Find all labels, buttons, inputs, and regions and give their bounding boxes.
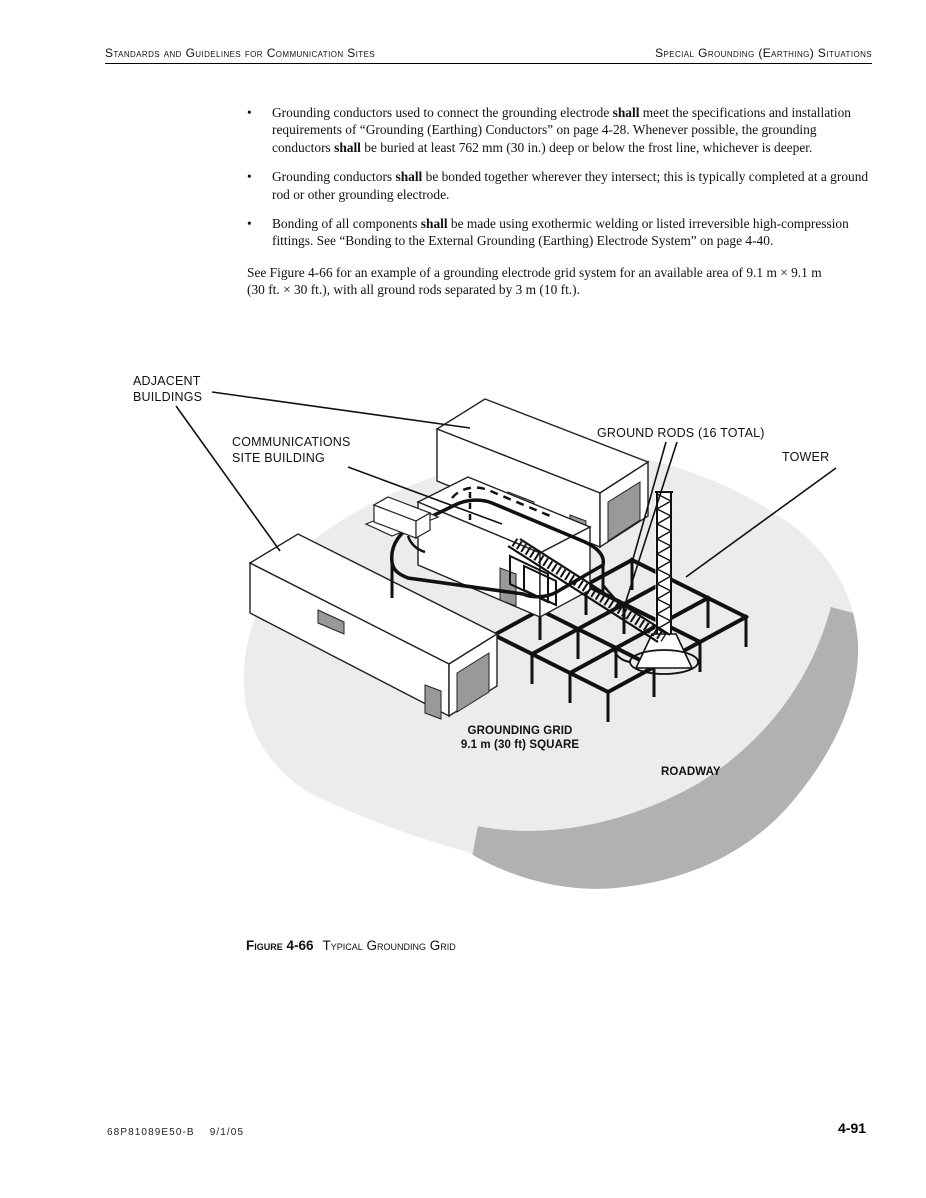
text-segment: meet the specifications and installation requirements of “Grounding (Earthing) Conductors” on page 4-28. Whenever possible, the grounding conductors — [272, 105, 852, 155]
label-roadway: ROADWAY — [661, 766, 721, 778]
bullet-item — [247, 168, 872, 203]
text-segment-bold: shall — [420, 216, 448, 232]
label-grounding-grid-line1: GROUNDING GRID — [467, 725, 573, 737]
bullet-marker: • — [247, 169, 252, 185]
label-grounding-grid-line2: 9.1 m (30 ft) SQUARE — [460, 738, 580, 751]
label-ground-rods: GROUND RODS (16 TOTAL) — [597, 426, 765, 440]
text-segment-bold: shall — [334, 139, 361, 155]
text-segment: be buried at least 762 mm (30 in.) deep or below the frost line, whichever is deeper. — [360, 139, 813, 155]
bullet-item — [247, 104, 872, 156]
text-segment: be made using exothermic welding or listed irreversible high-compression fittings. See “Bonding to the External Grounding (Earthing) Electrode System” on page 4-40. — [272, 216, 849, 249]
text-segment: Bonding of all components — [272, 216, 421, 232]
bullet-text — [272, 168, 872, 203]
label-communications-site-building: COMMUNICATIONS SITE BUILDING — [232, 435, 351, 465]
grounding-grid-figure — [110, 365, 870, 910]
leader-adjacent-upper — [212, 392, 470, 428]
intro-paragraph: See Figure 4-66 for an example of a grounding electrode grid system for an available area of 9.1 m × 9.1 m (30 ft. × 30 ft.), with all ground rods separated by 3 m (10 ft.). — [247, 264, 822, 298]
label-tower: TOWER — [782, 450, 830, 464]
label-adjacent-buildings: ADJACENT BUILDINGS — [133, 374, 203, 404]
figure-caption-title: Typical Grounding Grid — [322, 938, 456, 953]
header-left-title: Standards and Guidelines for Communication Sites — [105, 46, 376, 60]
bullet-text — [272, 215, 872, 250]
bullet-text — [272, 104, 872, 156]
footer-page-number: 4-91 — [838, 1120, 867, 1136]
bullet-marker: • — [247, 105, 252, 120]
page-header — [105, 46, 872, 64]
figure-caption-number: Figure 4-66 — [246, 938, 314, 953]
label-grounding-grid — [440, 725, 600, 752]
footer-doc-number: 68P81089E50-B — [107, 1127, 195, 1138]
leader-adjacent-lower — [176, 406, 280, 551]
footer-date: 9/1/05 — [209, 1127, 245, 1138]
bullet-item — [247, 215, 872, 250]
figure-caption — [246, 938, 456, 953]
text-segment: Grounding conductors — [272, 169, 396, 185]
text-segment: be bonded together wherever they intersect; this is typically completed at a ground rod or other grounding electrode. — [272, 169, 869, 202]
text-segment-bold: shall — [612, 105, 640, 120]
door — [425, 685, 441, 719]
bullet-marker: • — [247, 216, 252, 232]
door — [500, 568, 516, 606]
footer-doc-info — [107, 1127, 244, 1138]
body-text — [247, 104, 872, 299]
text-segment: Grounding conductors used to connect the grounding electrode — [272, 105, 613, 120]
header-right-title: Special Grounding (Earthing) Situations — [655, 46, 872, 60]
text-segment-bold: shall — [395, 169, 423, 185]
